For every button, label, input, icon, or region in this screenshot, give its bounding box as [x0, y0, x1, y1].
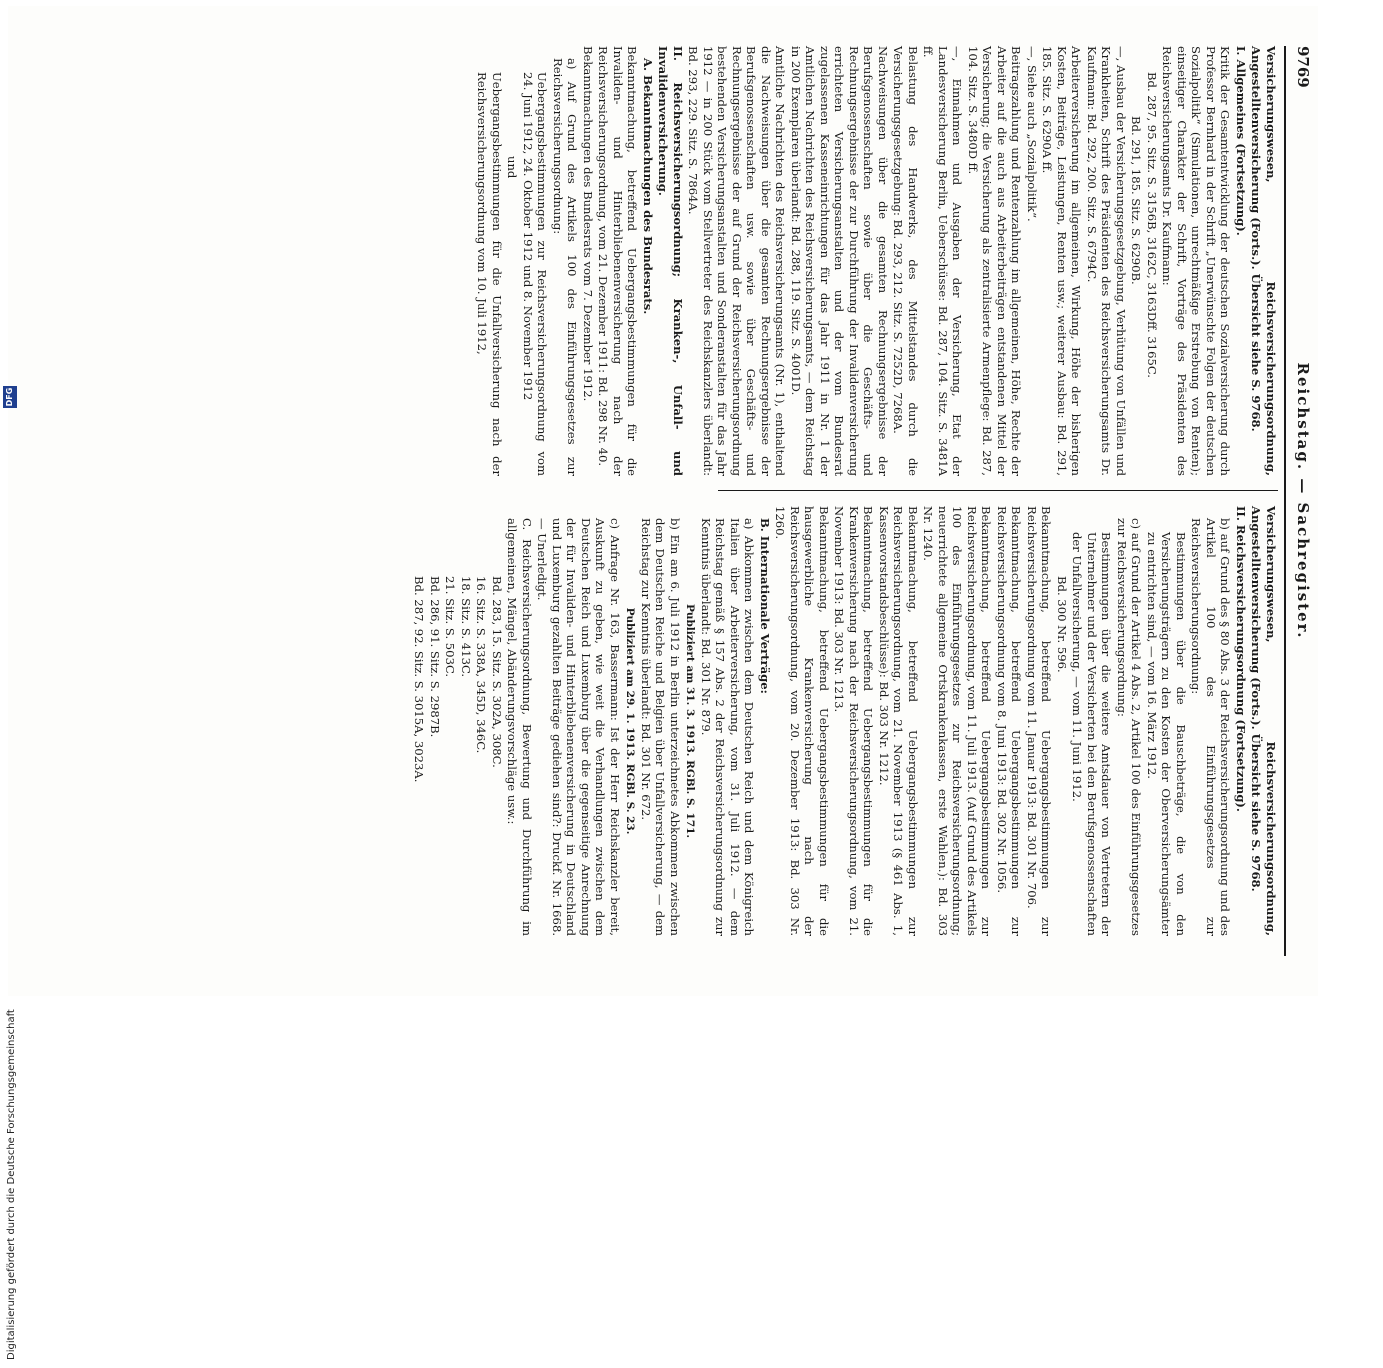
left-column-entry: II. Reichsversicherungsordnung; Kranken-, Unfall- und Invalidenversicherung.: [656, 46, 685, 476]
dfg-logo: DFG: [3, 386, 17, 408]
right-column-entry: Bekanntmachung, betreffend Uebergangsbestimmungen für die Krankenversicherung nach der Reichsversicherungsordnung, vom 21. November 1913: Bd. 303 Nr. 1213.: [832, 506, 876, 936]
left-column-entry: und: [505, 156, 520, 179]
left-column-entry: Kritik der Gesamtentwicklung der deutschen Sozialversicherung durch Professor Bernhard in der Schrift „Unerwünschte Folgen der deutschen Sozialpolitik“ (Simulationen, unrechtmäßige Erstrebung von Renten); einseitiger Charakter der Schrift, Vorträge des Präsidenten des Reichsversicherungsamts Dr. Kaufmann:: [1160, 46, 1233, 476]
right-column-entry: 21. Sitz. S. 503C.: [443, 576, 458, 678]
left-column-entry: Arbeiterversicherung im allgemeinen, Wirkung, Höhe der bisherigen Kosten, Beiträge, Leistungen, Renten usw.; weiterer Ausbau: Bd. 291, 185. Sitz. S. 6290A ff.: [1040, 46, 1084, 476]
digitization-credit: Digitalisierung gefördert durch die Deutsche Forschungsgemeinschaft: [6, 1009, 17, 1360]
page-header: [1288, 46, 1312, 956]
right-column-entry: Publiziert am 29. 1. 1913. RGBl. S. 23.: [624, 607, 637, 835]
left-column-entry: Beitragszahlung und Rentenzahlung im allgemeinen, Höhe, Rechte der Arbeiter auf die auch aus Arbeiterbeiträgen entstandenen Mittel der Versicherung; die Versicherung als zentralisierte Armenpflege: Bd. 287, 104. Sitz. S. 3480D ff.: [966, 46, 1024, 476]
running-title: Reichstag. — Sachregister.: [1294, 362, 1312, 640]
right-column-entry: II. Reichsversicherungsordnung (Fortsetzung).: [1234, 506, 1248, 812]
right-column-entry: Bekanntmachung, betreffend Uebergangsbestimmungen zur Reichsversicherungsordnung vom 8. Juni 1913: Bd. 302 Nr. 1056.: [995, 506, 1024, 936]
header-rule: [1284, 46, 1286, 956]
scanned-page: [8, 6, 1318, 996]
left-column-entry: Nachweisungen über die gesamten Rechnungsergebnisse der Berufsgenossenschaften sowie über die Geschäfts- und Rechnungsergebnisse der zur Durchführung der Invalidenversicherung errichteten Versicherungsanstalten und der vom Bundesrat zugelassenen Kasseneinrichtungen für das Jahr 1911 in Nr. 1 der Amtlichen Nachrichten des Reichsversicherungsamts, — dem Reichstag in 200 Exemplaren überlandt: Bd. 288, 119. Sitz. S. 4001D.: [789, 46, 890, 476]
left-column-entry: I. Allgemeines (Fortsetzung).: [1234, 46, 1248, 236]
left-column-entry: Belastung des Handwerks, des Mittelstandes durch die Versicherungsgesetzgebung: Bd. 293, 212. Sitz. S. 7252D, 7268A.: [891, 46, 920, 476]
right-column-entry: Bd. 300 Nr. 596.: [1055, 576, 1069, 673]
left-column-entry: Uebergangsbestimmungen zur Reichsversicherungsordnung vom 24. Juni 1912, 24. Oktober 1912 und 8. November 1912: [521, 72, 550, 476]
right-column-entry: B. Internationale Verträge:: [758, 518, 772, 694]
left-column-entry: Amtliche Nachrichten des Reichsversicherungsamts (Nr. 1), enthaltend die Nachweisungen über die gesamten Rechnungsergebnisse der Berufsgenossenschaften usw. sowie über Geschäfts- und Rechnungsergebnisse der auf Grund der Reichsversicherungsordnung bestehenden Versicherungsanstalten und Sonderanstalten für das Jahr 1912 — in 200 Stück vom Stellvertreter des Reichskanzlers überlandt: Bd. 293, 229. Sitz. S. 7864A.: [686, 46, 788, 476]
right-column-entry: Bekanntmachung, betreffend Uebergangsbestimmungen zur Reichsversicherungsordnung, vom 21. November 1913 (§ 461 Abs. 1, Kassenvorstandsbeschlüsse): Bd. 303 Nr. 1212.: [877, 506, 920, 936]
right-column-entry: Bd. 287, 92. Sitz. S. 3015A, 3023A.: [412, 576, 427, 783]
left-column-entry: —, Ausbau der Versicherungsgesetzgebung, Verhütung von Unfällen und Krankheiten, Schrift des Präsidenten des Reichsversicherungsamts Dr. Kaufmann: Bd. 292, 200. Sitz. S. 6794C.: [1085, 46, 1128, 476]
left-column-entry: —, Siehe auch „Sozialpolitik“.: [1025, 46, 1039, 222]
right-column-entry: a) Abkommen zwischen dem Deutschen Reich und dem Königreich Italien über Arbeiterversicherung, vom 31. Juli 1912. — dem Reichstag gemäß § 157 Abs. 2 der Reichsversicherungsordnung zur Kenntnis überlandt: Bd. 301 Nr. 879.: [699, 518, 757, 936]
column-divider: [718, 490, 1278, 491]
right-column-entry: 18. Sitz. S. 413C.: [459, 576, 473, 678]
left-column-entry: —, Einnahmen und Ausgaben der Versicherung, Etat der Landesversicherung Berlin, Ueberschüsse: Bd. 287, 104. Sitz. S. 3481A ff.: [921, 46, 965, 476]
right-column-entry: c) Anfrage Nr. 163, Bassermann: Ist der Herr Reichskanzler bereit, Auskunft zu geben, wie weit die Verhandlungen zwischen dem Deutschen Reich und Luxemburg über die gegenseitige Anrechnung der für Invaliden- und Hinterbliebenenversicherung in Deutschland und Luxemburg gezahlten Beiträge gediehen sind?: Druckf. Nr. 1668. — Unerledigt.: [535, 518, 622, 936]
right-column-entry: c) auf Grund der Artikel 4 Abs. 2, Artikel 100 des Einführungsgesetzes zur Reichsversicherungsordnung:: [1115, 518, 1144, 936]
left-column-entry: Bd. 291, 185. Sitz. S. 6290B.: [1129, 116, 1144, 285]
left-column-entry: Versicherungswesen, Reichsversicherungsordnung, Angestelltenversicherung (Forts.). Übersicht siehe S. 9768.: [1249, 46, 1278, 476]
right-column-entry: 16. Sitz. S. 338A, 345D, 346C.: [474, 576, 489, 754]
right-column: [411, 506, 1278, 936]
right-column-entry: Publiziert am 31. 3. 1913. RGBl. S. 171.: [684, 603, 697, 839]
right-column-entry: b) auf Grund des § 80 Abs. 3 der Reichsversicherungsordnung und des Artikel 100 des Einführungsgesetzes zur Reichsversicherungsordnung:: [1189, 518, 1233, 936]
right-column-entry: Bekanntmachung, betreffend Uebergangsbestimmungen zur Reichsversicherungsordnung, vom 11. Juli 1913. (Auf Grund des Artikels 100 des Einführungsgesetzes zur Reichsversicherungsordnung; neuerrichtete allgemeine Ortskrankenkassen, erste Wahlen.): Bd. 303 Nr. 1240.: [921, 506, 994, 936]
right-column-entry: Bd. 283, 15. Sitz. S. 302A, 308C.: [490, 576, 504, 768]
left-column-entry: A. Bekanntmachungen des Bundesrats.: [641, 58, 655, 315]
left-column-entry: Bekanntmachungen des Bundesrats vom 7. Dezember 1912.: [581, 46, 595, 402]
left-column-entry: Bekanntmachung, betreffend Uebergangsbestimmungen für die Invaliden- und Hinterbliebenenversicherung nach der Reichsversicherungsordnung, vom 21. Dezember 1911: Bd. 298 Nr. 40.: [596, 46, 640, 476]
right-column-entry: Bestimmungen über die Bauschbeträge, die von den Versicherungsträgern zu den Kosten der Oberversicherungsämter zu entrichten sind, — vom 16. März 1912.: [1145, 532, 1188, 936]
right-column-entry: Bekanntmachung, betreffend Uebergangsbestimmungen zur Reichsversicherungsordnung vom 11. Januar 1913: Bd. 301 Nr. 706.: [1025, 506, 1054, 936]
right-column-entry: Versicherungswesen, Reichsversicherungsordnung, Angestelltenversicherung (Forts.). Übersicht siehe S. 9768.: [1249, 506, 1278, 936]
left-column: [474, 46, 1278, 476]
right-column-entry: b) Ein am 6. Juli 1912 in Berlin unterzeichnetes Abkommen zwischen dem Deutschen Reiche und Belgien über Unfallversicherung, — dem Reichstag zur Kenntnis überlandt: Bd. 301 Nr. 672.: [639, 518, 682, 936]
page-number: 9769: [1294, 46, 1312, 88]
left-column-entry: Uebergangsbestimmungen für die Unfallversicherung nach der Reichsversicherungsordnung vom 10. Juli 1912,: [475, 72, 504, 476]
left-column-entry: a) Auf Grund des Artikels 100 des Einführungsgesetzes zur Reichsversicherungsordnung:: [551, 58, 580, 476]
right-column-entry: C. Reichsversicherungsordnung, Bewertung und Durchführung im allgemeinen, Mängel, Abänderungsvorschläge usw.:: [505, 518, 534, 936]
left-column-entry: Bd. 287, 95. Sitz. S. 3156B, 3162C, 3163Dff. 3165C.: [1145, 72, 1159, 378]
right-column-entry: Bekanntmachung, betreffend Uebergangsbestimmungen für die hausgewerbliche Krankenversicherung nach der Reichsversicherungsordnung, vom 20. Dezember 1913: Bd. 303 Nr. 1260.: [773, 506, 831, 936]
right-column-entry: Bd. 286, 91. Sitz. S. 2987B.: [428, 576, 442, 738]
right-column-entry: Bestimmungen über die weitere Amtsdauer von Vertretern der Unternehmer und der Versicherten bei den Berufsgenossenschaften der Unfallversicherung, — vom 11. Juni 1912.: [1070, 532, 1114, 936]
footer: [6, 378, 22, 1368]
